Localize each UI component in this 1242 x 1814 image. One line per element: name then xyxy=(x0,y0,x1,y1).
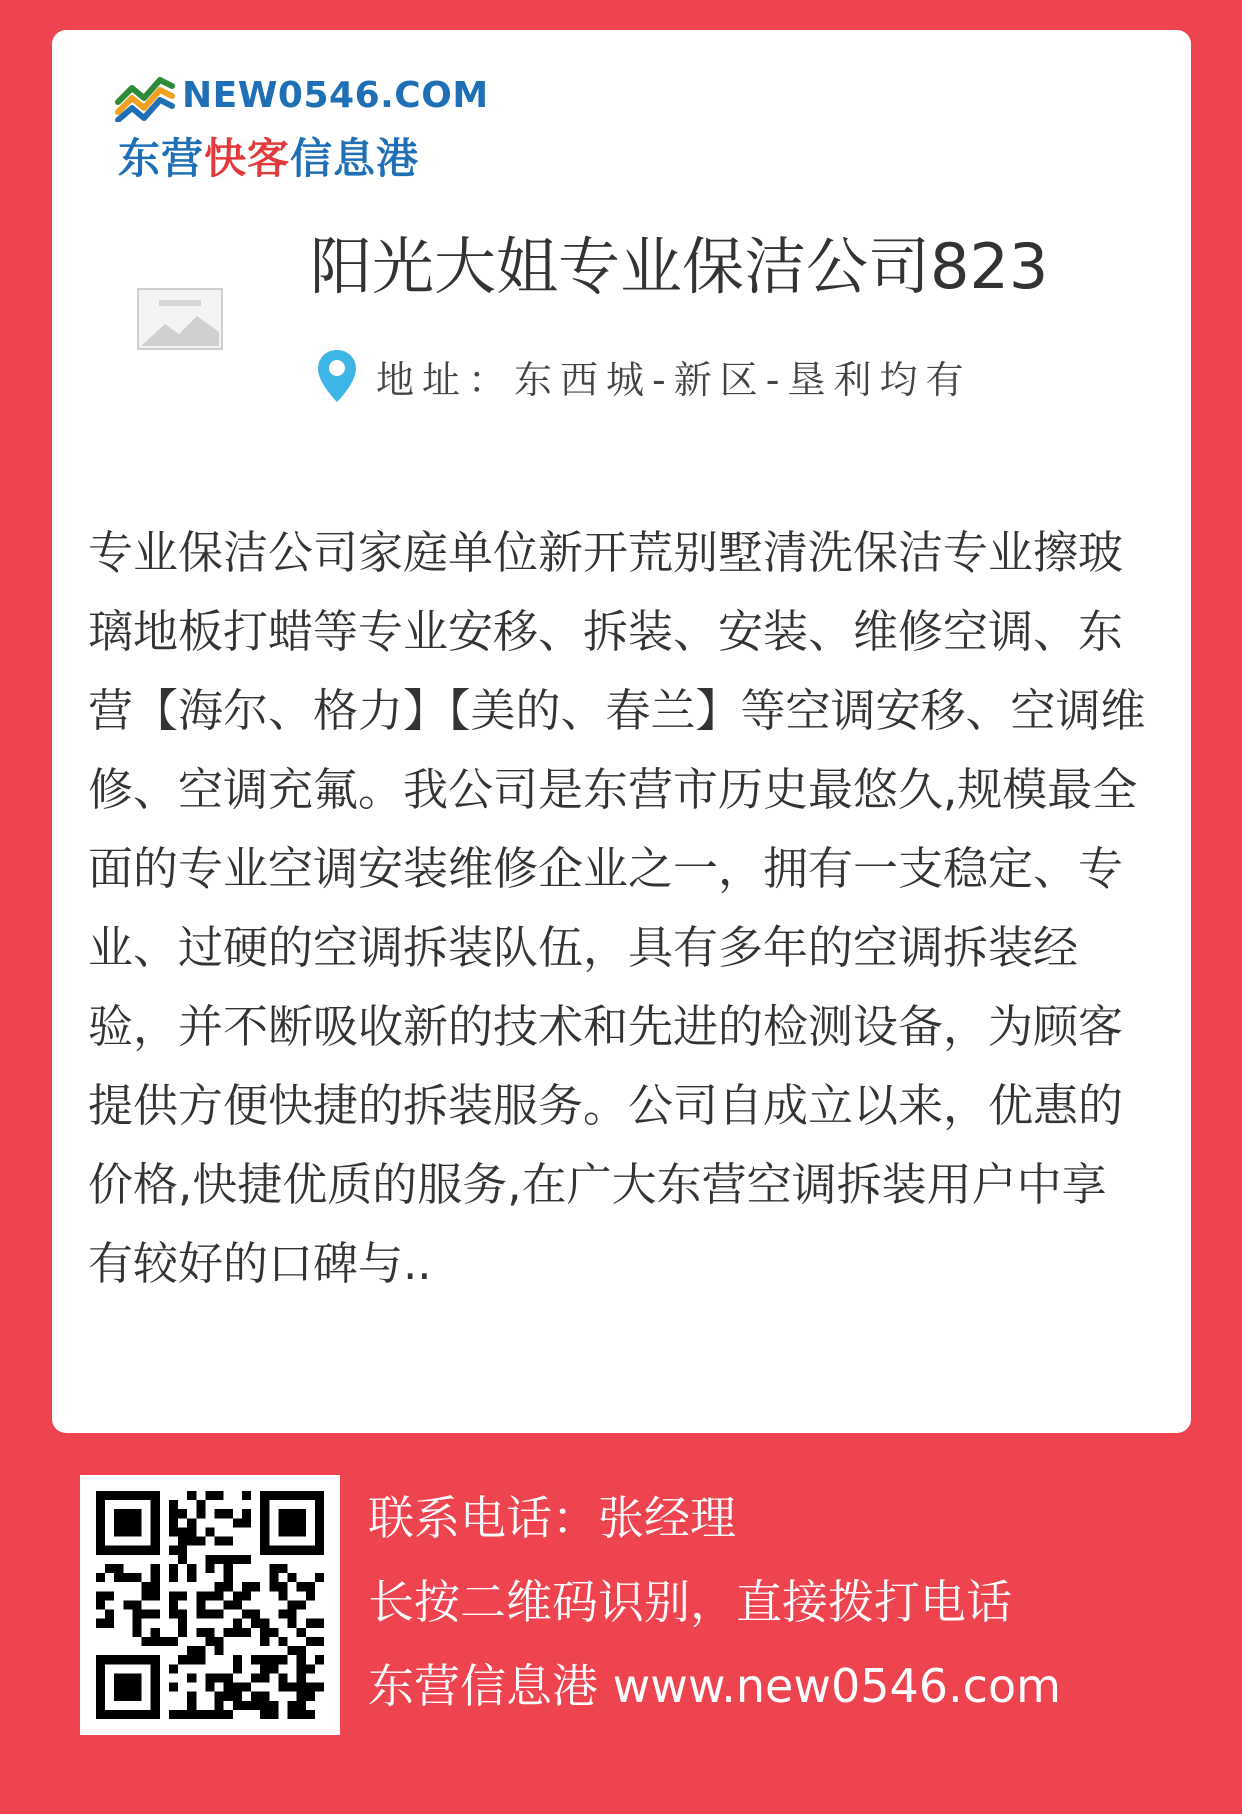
listing-card xyxy=(52,30,1191,1433)
address-value: 东西城-新区-垦利均有 xyxy=(514,357,972,402)
address-row xyxy=(316,346,971,406)
contact-line: 联系电话：张经理 xyxy=(368,1491,736,1545)
listing-title: 阳光大姐专业保洁公司823 xyxy=(310,230,1049,303)
logo-name-part3: 信息港 xyxy=(290,134,420,183)
logo-name-part2: 快客 xyxy=(204,134,291,183)
qr-code-pattern xyxy=(96,1491,324,1719)
image-placeholder-icon xyxy=(137,288,223,350)
site-logo[interactable] xyxy=(114,68,494,188)
listing-description: 专业保洁公司家庭单位新开荒别墅清洗保洁专业擦玻璃地板打蜡等专业安移、拆装、安装、维修空调、东营【海尔、格力】【美的、春兰】等空调安移、空调维修、空调充氟。我公司是东营市历史最悠久,规模最全面的专业空调安装维修企业之一，拥有一支稳定、专业、过硬的空调拆装队伍，具有多年的空调拆装经验，并不断吸收新的技术和先进的检测设备，为顾客提供方便快捷的拆装服务。公司自成立以来，优惠的价格,快捷优质的服务,在广大东营空调拆装用户中享有较好的口碑与.. xyxy=(88,526,1146,1290)
qr-code[interactable] xyxy=(80,1475,340,1735)
logo-chinese-name xyxy=(118,126,419,186)
map-pin-icon xyxy=(316,348,358,404)
logo-name-part1: 东营 xyxy=(118,134,205,183)
logo-domain: NEW0546.COM xyxy=(182,74,489,116)
site-link[interactable]: 东营信息港 www.new0546.com xyxy=(368,1659,1061,1713)
chart-arrow-logo-icon xyxy=(114,68,176,122)
scan-hint: 长按二维码识别，直接拨打电话 xyxy=(368,1575,1012,1629)
logo-top-row xyxy=(114,68,489,122)
address-label: 地址： xyxy=(376,357,515,402)
